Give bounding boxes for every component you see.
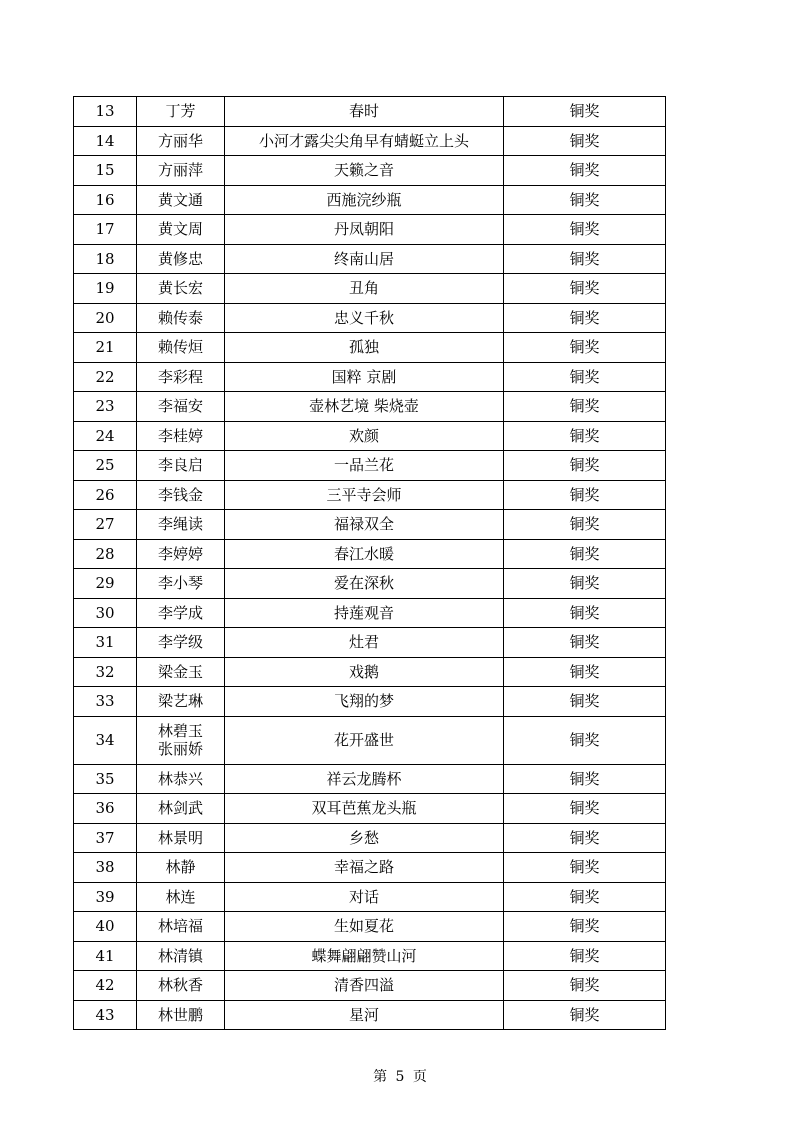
work-title: 忠义千秋 xyxy=(225,303,504,333)
row-number: 23 xyxy=(74,392,137,422)
author-name xyxy=(137,794,225,824)
page-footer-suffix: 页 xyxy=(412,1069,427,1085)
awards-table xyxy=(73,96,666,1030)
author-name xyxy=(137,657,225,687)
author-name-line: 李小琴 xyxy=(157,574,203,593)
award-level: 铜奖 xyxy=(504,185,666,215)
row-number: 15 xyxy=(74,156,137,186)
row-number: 13 xyxy=(74,97,137,127)
work-title: 小河才露尖尖角早有蜻蜓立上头 xyxy=(225,126,504,156)
work-title: 蝶舞翩翩赞山河 xyxy=(225,941,504,971)
table-row xyxy=(74,510,666,540)
table-row xyxy=(74,598,666,628)
award-level: 铜奖 xyxy=(504,126,666,156)
work-title: 福禄双全 xyxy=(225,510,504,540)
row-number: 33 xyxy=(74,687,137,717)
row-number: 18 xyxy=(74,244,137,274)
work-title: 三平寺会师 xyxy=(225,480,504,510)
work-title: 一品兰花 xyxy=(225,451,504,481)
author-name-line: 李彩程 xyxy=(157,367,203,386)
author-name xyxy=(137,244,225,274)
award-level: 铜奖 xyxy=(504,510,666,540)
award-level: 铜奖 xyxy=(504,451,666,481)
author-name xyxy=(137,303,225,333)
author-name xyxy=(137,156,225,186)
table-row xyxy=(74,569,666,599)
author-name-line: 林秋香 xyxy=(157,976,203,995)
table-row xyxy=(74,628,666,658)
award-level: 铜奖 xyxy=(504,657,666,687)
award-level: 铜奖 xyxy=(504,392,666,422)
table-row xyxy=(74,823,666,853)
author-name-line: 李学级 xyxy=(157,633,203,652)
award-level: 铜奖 xyxy=(504,97,666,127)
author-name xyxy=(137,882,225,912)
author-name-line: 李学成 xyxy=(157,603,203,622)
author-name-line: 林碧玉 xyxy=(157,722,203,740)
work-title: 幸福之路 xyxy=(225,853,504,883)
author-name xyxy=(137,333,225,363)
award-level: 铜奖 xyxy=(504,274,666,304)
author-name xyxy=(137,274,225,304)
author-name xyxy=(137,569,225,599)
table-row xyxy=(74,156,666,186)
author-name xyxy=(137,764,225,794)
author-name xyxy=(137,912,225,942)
row-number: 28 xyxy=(74,539,137,569)
work-title: 对话 xyxy=(225,882,504,912)
table-row xyxy=(74,657,666,687)
author-name xyxy=(137,687,225,717)
author-name-line: 方丽华 xyxy=(157,131,203,150)
row-number: 19 xyxy=(74,274,137,304)
table-row xyxy=(74,362,666,392)
author-name xyxy=(137,853,225,883)
row-number: 22 xyxy=(74,362,137,392)
author-name-line: 梁金玉 xyxy=(157,662,203,681)
row-number: 24 xyxy=(74,421,137,451)
author-name xyxy=(137,421,225,451)
work-title: 生如夏花 xyxy=(225,912,504,942)
author-name xyxy=(137,126,225,156)
work-title: 持莲观音 xyxy=(225,598,504,628)
table-row xyxy=(74,716,666,764)
author-name-line: 赖传泰 xyxy=(157,308,203,327)
author-name xyxy=(137,971,225,1001)
award-level: 铜奖 xyxy=(504,912,666,942)
work-title: 壶林艺境 柴烧壶 xyxy=(225,392,504,422)
award-level: 铜奖 xyxy=(504,853,666,883)
row-number: 32 xyxy=(74,657,137,687)
table-row xyxy=(74,912,666,942)
table-row xyxy=(74,794,666,824)
author-name-line: 林景明 xyxy=(157,828,203,847)
award-level: 铜奖 xyxy=(504,244,666,274)
author-name-line: 黄长宏 xyxy=(157,279,203,298)
author-name-line: 林静 xyxy=(165,858,196,877)
award-level: 铜奖 xyxy=(504,303,666,333)
award-level: 铜奖 xyxy=(504,716,666,764)
award-level: 铜奖 xyxy=(504,215,666,245)
award-level: 铜奖 xyxy=(504,333,666,363)
award-level: 铜奖 xyxy=(504,362,666,392)
row-number: 30 xyxy=(74,598,137,628)
row-number: 35 xyxy=(74,764,137,794)
row-number: 27 xyxy=(74,510,137,540)
author-name xyxy=(137,215,225,245)
award-level: 铜奖 xyxy=(504,764,666,794)
row-number: 21 xyxy=(74,333,137,363)
award-level: 铜奖 xyxy=(504,480,666,510)
author-name-line: 林剑武 xyxy=(157,799,203,818)
author-name-line: 黄修忠 xyxy=(157,249,203,268)
author-name-line: 黄文通 xyxy=(157,190,203,209)
table-row xyxy=(74,244,666,274)
work-title: 春江水暖 xyxy=(225,539,504,569)
table-row xyxy=(74,451,666,481)
author-name xyxy=(137,941,225,971)
row-number: 37 xyxy=(74,823,137,853)
table-row xyxy=(74,185,666,215)
work-title: 爱在深秋 xyxy=(225,569,504,599)
row-number: 16 xyxy=(74,185,137,215)
work-title: 丹凤朝阳 xyxy=(225,215,504,245)
table-row xyxy=(74,764,666,794)
page-footer-prefix: 第 xyxy=(373,1069,388,1085)
work-title: 花开盛世 xyxy=(225,716,504,764)
author-name-line: 李钱金 xyxy=(157,485,203,504)
table-row xyxy=(74,882,666,912)
row-number: 34 xyxy=(74,716,137,764)
work-title: 飞翔的梦 xyxy=(225,687,504,717)
author-name-line: 方丽萍 xyxy=(157,161,203,180)
table-row xyxy=(74,480,666,510)
award-level: 铜奖 xyxy=(504,598,666,628)
author-name xyxy=(137,1000,225,1030)
author-name xyxy=(137,539,225,569)
author-name xyxy=(137,392,225,422)
table-row xyxy=(74,971,666,1001)
award-level: 铜奖 xyxy=(504,1000,666,1030)
table-row xyxy=(74,215,666,245)
row-number: 25 xyxy=(74,451,137,481)
author-name xyxy=(137,185,225,215)
author-name xyxy=(137,823,225,853)
author-name xyxy=(137,598,225,628)
row-number: 40 xyxy=(74,912,137,942)
table-row xyxy=(74,333,666,363)
work-title: 灶君 xyxy=(225,628,504,658)
table-row xyxy=(74,126,666,156)
row-number: 14 xyxy=(74,126,137,156)
author-name-line: 张丽娇 xyxy=(157,740,203,758)
award-level: 铜奖 xyxy=(504,569,666,599)
award-level: 铜奖 xyxy=(504,971,666,1001)
award-level: 铜奖 xyxy=(504,941,666,971)
row-number: 31 xyxy=(74,628,137,658)
author-name-line: 林恭兴 xyxy=(157,769,203,788)
author-name-line: 林培福 xyxy=(157,917,203,936)
row-number: 26 xyxy=(74,480,137,510)
award-level: 铜奖 xyxy=(504,823,666,853)
award-level: 铜奖 xyxy=(504,882,666,912)
author-name-line: 李婷婷 xyxy=(157,544,203,563)
award-level: 铜奖 xyxy=(504,628,666,658)
author-name-line: 林连 xyxy=(165,887,196,906)
table-row xyxy=(74,421,666,451)
row-number: 17 xyxy=(74,215,137,245)
row-number: 20 xyxy=(74,303,137,333)
author-name-line: 赖传烜 xyxy=(157,338,203,357)
author-name xyxy=(137,451,225,481)
author-name-line: 梁艺琳 xyxy=(157,692,203,711)
award-level: 铜奖 xyxy=(504,794,666,824)
author-name-line: 林清镇 xyxy=(157,946,203,965)
author-name-line: 林世鹏 xyxy=(157,1005,203,1024)
table-row xyxy=(74,303,666,333)
work-title: 西施浣纱瓶 xyxy=(225,185,504,215)
page-footer xyxy=(0,1066,800,1086)
row-number: 38 xyxy=(74,853,137,883)
award-level: 铜奖 xyxy=(504,687,666,717)
awards-table-body xyxy=(74,97,666,1030)
table-row xyxy=(74,853,666,883)
table-row xyxy=(74,97,666,127)
work-title: 春时 xyxy=(225,97,504,127)
work-title: 祥云龙腾杯 xyxy=(225,764,504,794)
table-row xyxy=(74,392,666,422)
author-name-line: 李福安 xyxy=(157,397,203,416)
table-row xyxy=(74,274,666,304)
author-name-line: 李绳读 xyxy=(157,515,203,534)
row-number: 42 xyxy=(74,971,137,1001)
author-name-line: 丁芳 xyxy=(165,102,196,121)
row-number: 29 xyxy=(74,569,137,599)
award-level: 铜奖 xyxy=(504,539,666,569)
author-name xyxy=(137,97,225,127)
award-level: 铜奖 xyxy=(504,156,666,186)
work-title: 天籁之音 xyxy=(225,156,504,186)
work-title: 丑角 xyxy=(225,274,504,304)
work-title: 星河 xyxy=(225,1000,504,1030)
author-name-line: 李良启 xyxy=(157,456,203,475)
author-name xyxy=(137,480,225,510)
award-level: 铜奖 xyxy=(504,421,666,451)
row-number: 36 xyxy=(74,794,137,824)
author-name-line: 李桂婷 xyxy=(157,426,203,445)
table-row xyxy=(74,539,666,569)
table-row xyxy=(74,941,666,971)
author-name-line: 黄文周 xyxy=(157,220,203,239)
author-name xyxy=(137,362,225,392)
work-title: 终南山居 xyxy=(225,244,504,274)
work-title: 双耳芭蕉龙头瓶 xyxy=(225,794,504,824)
row-number: 39 xyxy=(74,882,137,912)
row-number: 41 xyxy=(74,941,137,971)
page-number: 5 xyxy=(395,1069,405,1085)
work-title: 孤独 xyxy=(225,333,504,363)
work-title: 乡愁 xyxy=(225,823,504,853)
work-title: 欢颜 xyxy=(225,421,504,451)
work-title: 国粹 京剧 xyxy=(225,362,504,392)
author-name xyxy=(137,628,225,658)
table-row xyxy=(74,687,666,717)
author-name xyxy=(137,510,225,540)
work-title: 清香四溢 xyxy=(225,971,504,1001)
author-name xyxy=(137,716,225,764)
row-number: 43 xyxy=(74,1000,137,1030)
work-title: 戏鹅 xyxy=(225,657,504,687)
table-row xyxy=(74,1000,666,1030)
